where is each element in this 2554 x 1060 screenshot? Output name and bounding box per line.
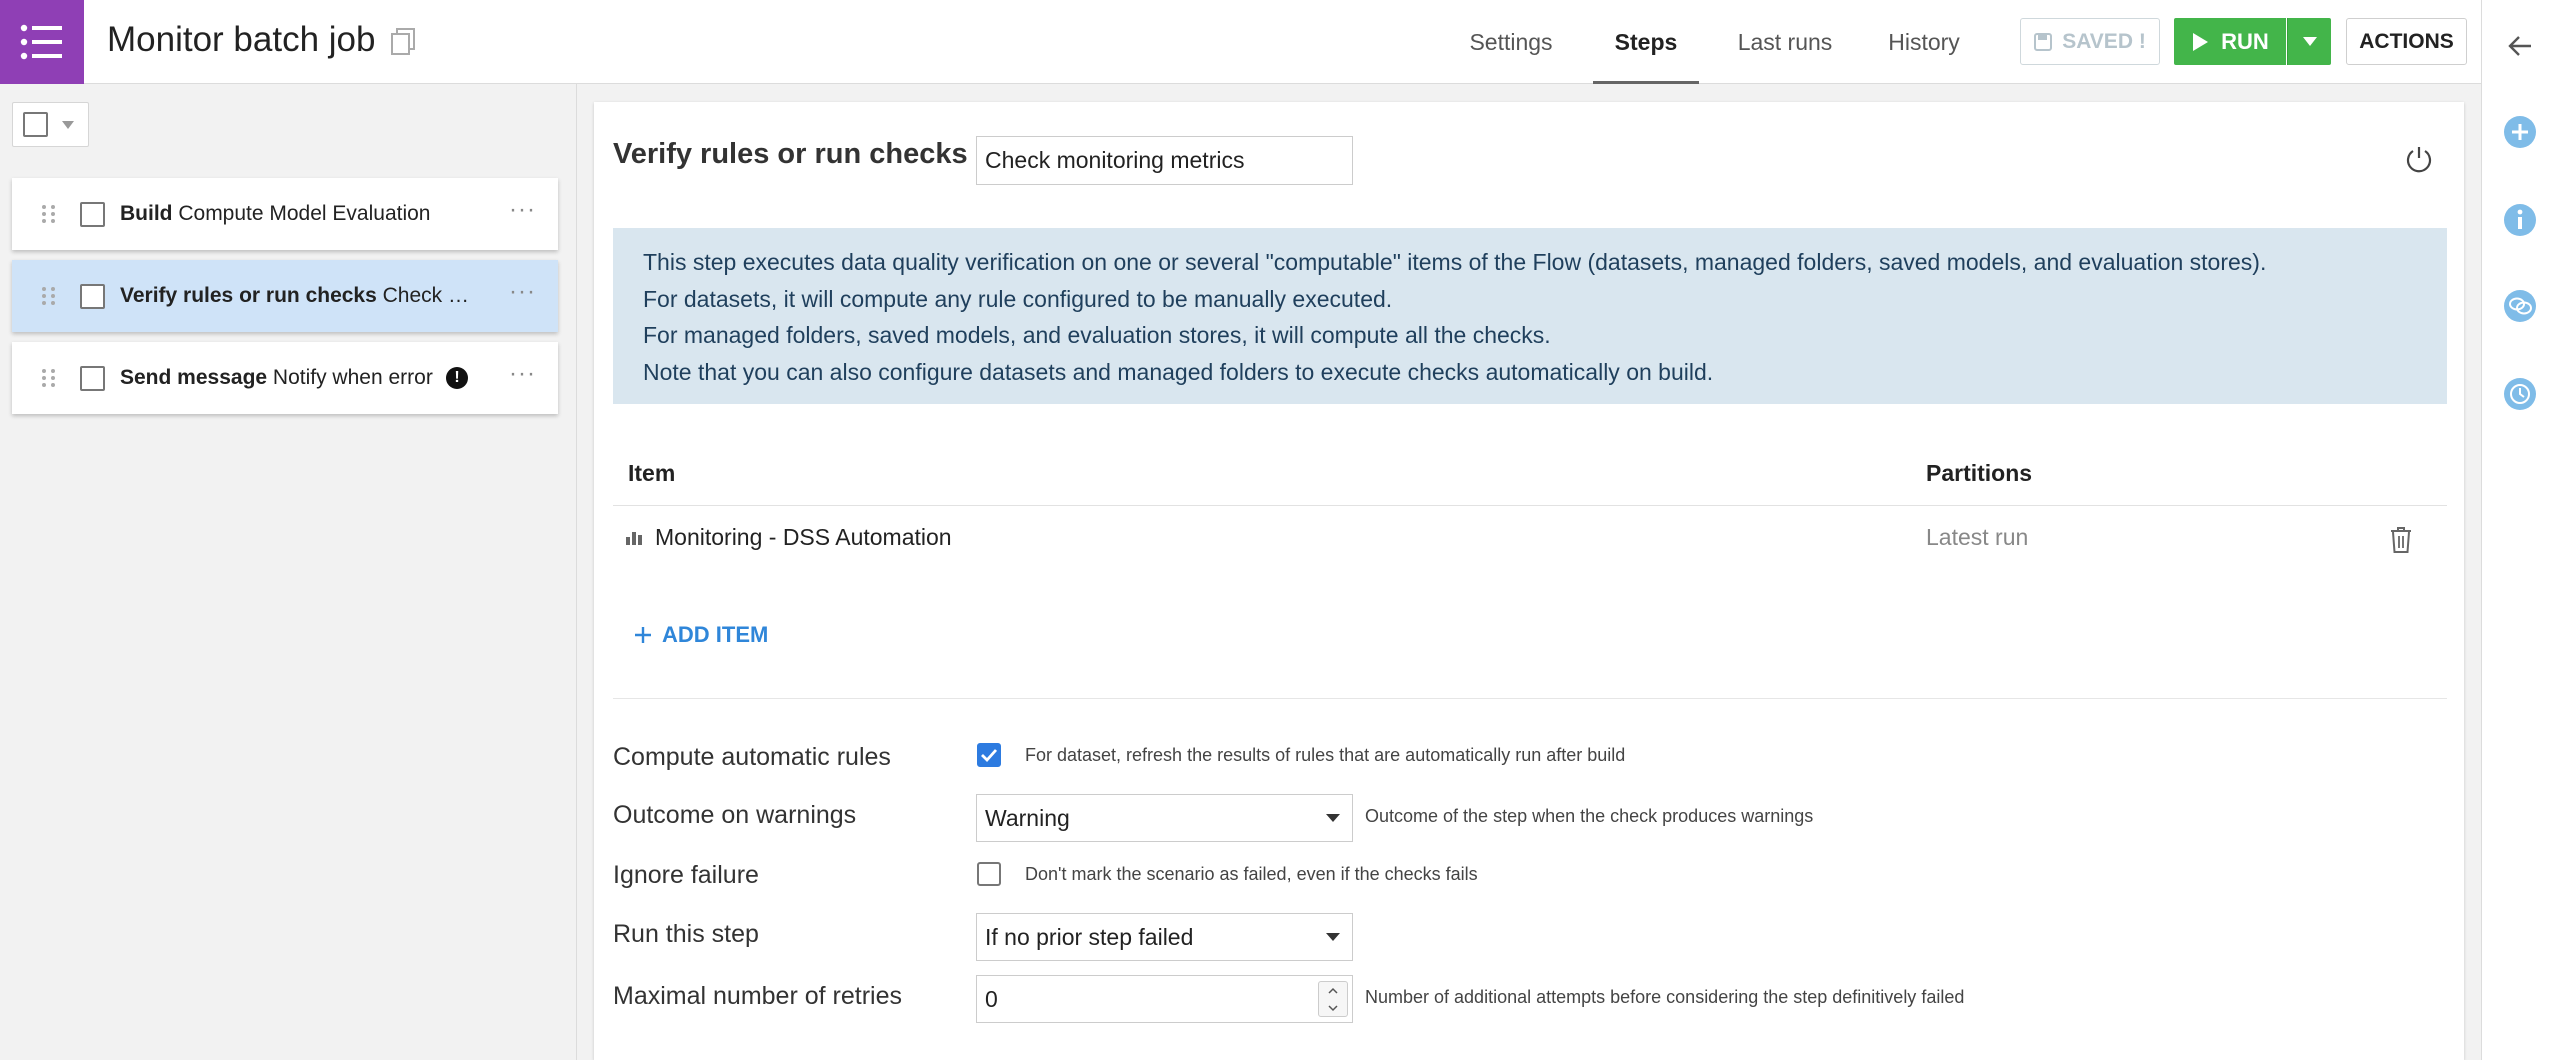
caret-down-icon — [1326, 814, 1340, 822]
step-checkbox[interactable] — [80, 366, 105, 391]
drag-handle-icon[interactable] — [42, 369, 56, 387]
drag-handle-icon[interactable] — [42, 205, 56, 223]
caret-down-icon — [2303, 37, 2317, 46]
discussions-icon[interactable] — [2502, 288, 2538, 324]
plus-icon — [634, 626, 652, 644]
step-label: Send message Notify when error — [120, 366, 433, 389]
info-line: For datasets, it will compute any rule configured to be manually executed. — [643, 285, 1393, 312]
saved-button[interactable] — [2020, 18, 2160, 65]
item-name[interactable]: Monitoring - DSS Automation — [655, 524, 952, 550]
caret-down-icon — [62, 121, 74, 129]
step-type-label: Verify rules or run checks — [613, 138, 968, 170]
info-message — [613, 228, 2447, 404]
actions-button[interactable]: ACTIONS — [2346, 18, 2467, 65]
step-item-build[interactable] — [12, 178, 558, 250]
step-detail-panel — [594, 102, 2464, 1060]
run-this-step-value: If no prior step failed — [985, 923, 1194, 950]
divider — [613, 698, 2447, 699]
run-options-dropdown[interactable] — [2287, 18, 2331, 65]
right-rail — [2481, 0, 2554, 1060]
info-line: Note that you can also configure datasets and managed folders to execute checks automatically on build. — [643, 358, 1714, 385]
select-all-checkbox[interactable] — [23, 112, 48, 137]
info-line: For managed folders, saved models, and evaluation stores, it will compute all the checks. — [643, 322, 1551, 348]
step-name-input[interactable] — [976, 136, 1353, 185]
power-toggle-icon[interactable] — [2404, 144, 2434, 174]
run-label: RUN — [2221, 28, 2269, 54]
items-table-header — [613, 442, 2447, 506]
tab-history[interactable]: History — [1888, 29, 1960, 55]
outcome-warnings-select[interactable] — [976, 794, 1353, 842]
caret-down-icon — [1326, 933, 1340, 941]
warning-exclamation-icon: ! — [446, 367, 468, 389]
compute-rules-label: Compute automatic rules — [613, 743, 891, 771]
more-options-icon[interactable]: ··· — [509, 196, 536, 223]
ignore-failure-label: Ignore failure — [613, 861, 759, 889]
ignore-failure-checkbox[interactable] — [977, 862, 1001, 886]
number-spinner[interactable] — [1318, 981, 1348, 1017]
collapse-arrow-icon[interactable] — [2502, 28, 2538, 64]
column-header-item: Item — [628, 460, 676, 486]
checkmark-icon — [980, 748, 998, 762]
compute-rules-help: For dataset, refresh the results of rules that are automatically run after build — [1025, 745, 1626, 765]
step-label: Build Compute Model Evaluation — [120, 202, 431, 225]
step-label: Verify rules or run checks Check … — [120, 284, 469, 307]
max-retries-input[interactable] — [976, 975, 1353, 1023]
partitions-value[interactable]: Latest run — [1926, 524, 2029, 550]
play-icon — [2191, 32, 2209, 52]
tab-last-runs[interactable]: Last runs — [1737, 29, 1833, 55]
ignore-failure-help: Don't mark the scenario as failed, even if the checks fails — [1025, 864, 1478, 884]
outcome-warnings-help: Outcome of the step when the check produces warnings — [1365, 806, 1814, 826]
run-button[interactable] — [2174, 18, 2286, 65]
steps-panel — [0, 84, 577, 1060]
more-options-icon[interactable]: ··· — [509, 278, 536, 305]
drag-handle-icon[interactable] — [42, 287, 56, 305]
page-title[interactable]: Monitor batch job — [107, 20, 376, 59]
add-item-label: ADD ITEM — [662, 622, 769, 647]
outcome-warnings-value: Warning — [985, 804, 1070, 831]
outcome-warnings-label: Outcome on warnings — [613, 801, 857, 829]
top-bar — [0, 0, 2481, 84]
max-retries-help: Number of additional attempts before considering the step definitively failed — [1365, 987, 1965, 1007]
copy-icon[interactable] — [390, 28, 416, 56]
compute-rules-checkbox[interactable] — [977, 743, 1001, 767]
info-icon[interactable] — [2502, 202, 2538, 238]
add-icon[interactable] — [2502, 114, 2538, 150]
max-retries-value: 0 — [985, 985, 998, 1012]
run-this-step-select[interactable] — [976, 913, 1353, 961]
trash-icon[interactable] — [2389, 526, 2413, 554]
tab-settings[interactable]: Settings — [1469, 29, 1553, 55]
column-header-partitions: Partitions — [1926, 460, 2033, 486]
save-disk-icon — [2034, 33, 2052, 51]
timeline-clock-icon[interactable] — [2502, 376, 2538, 412]
max-retries-label: Maximal number of retries — [613, 982, 902, 1010]
tab-steps[interactable]: Steps — [1593, 0, 1699, 84]
step-item-verify[interactable] — [12, 260, 558, 332]
add-item-button[interactable] — [634, 622, 768, 648]
step-checkbox[interactable] — [80, 284, 105, 309]
table-row — [613, 506, 2447, 572]
spin-down-icon[interactable] — [1328, 1005, 1338, 1011]
menu-list-icon[interactable] — [0, 0, 84, 84]
model-evaluation-store-icon — [625, 528, 643, 546]
spin-up-icon[interactable] — [1328, 988, 1338, 994]
select-all-dropdown[interactable] — [12, 102, 89, 147]
run-this-step-label: Run this step — [613, 920, 759, 948]
step-checkbox[interactable] — [80, 202, 105, 227]
step-item-send-message[interactable] — [12, 342, 558, 414]
more-options-icon[interactable]: ··· — [509, 360, 536, 387]
saved-label: SAVED ! — [2062, 29, 2146, 53]
info-line: This step executes data quality verification on one or several "computable" items of the Flow (datasets, managed folders, saved models, and evaluation stores). — [643, 249, 2267, 275]
